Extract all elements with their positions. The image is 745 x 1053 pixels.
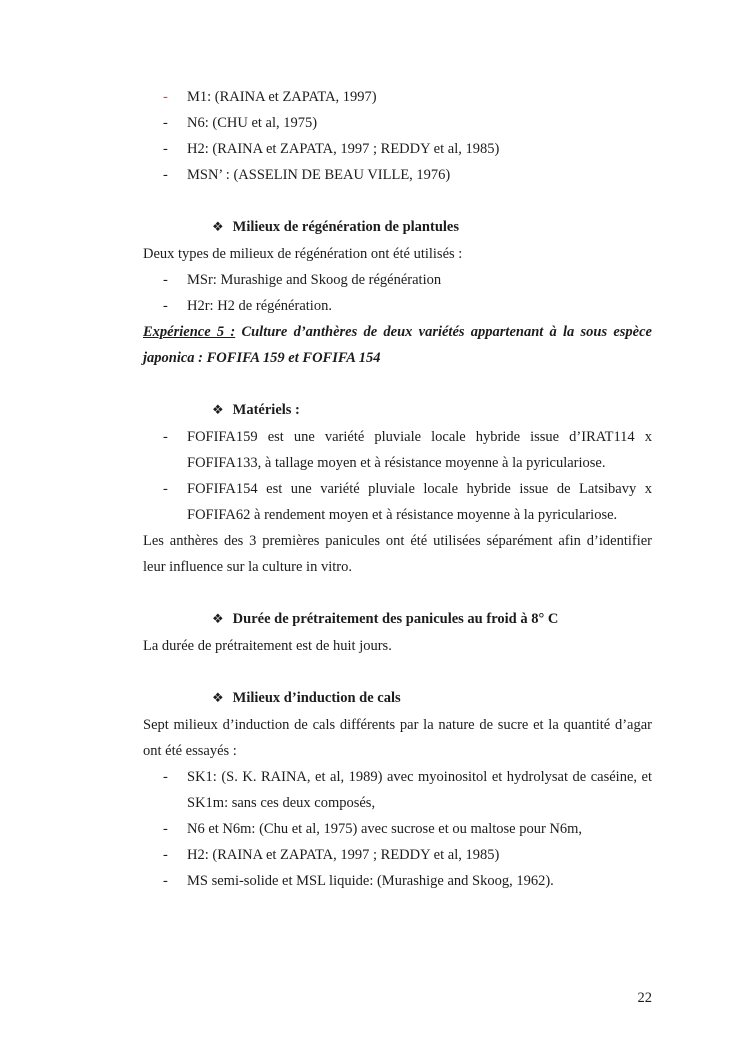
list-item: [143, 476, 652, 528]
list-item-text: H2r: H2 de régénération.: [187, 298, 332, 314]
page-number: 22: [637, 990, 652, 1006]
list-item-text: FOFIFA159 est une variété pluviale locale hybride issue d’IRAT114 x FOFIFA133, à tallage moyen et à résistance moyenne à la pyriculariose.: [187, 429, 652, 471]
list-item-text: H2: (RAINA et ZAPATA, 1997 ; REDDY et al, 1985): [187, 141, 500, 157]
diamond-bullet-icon: ❖: [212, 612, 224, 627]
experience5-heading: [143, 319, 652, 371]
experience5-label: Expérience 5 :: [143, 324, 236, 340]
dash-marker: -: [163, 272, 168, 288]
list-item-text: MSr: Murashige and Skoog de régénération: [187, 272, 442, 288]
pretraitement-body: La durée de prétraitement est de huit jours.: [143, 638, 392, 654]
media-reference-list: [143, 84, 652, 188]
induction-intro: Sept milieux d’induction de cals différents par la nature de sucre et la quantité d’agar ont été essayés :: [143, 717, 652, 759]
materiels-list: [143, 424, 652, 528]
diamond-bullet-icon: ❖: [212, 220, 224, 235]
heading-text: Milieux d’induction de cals: [232, 690, 401, 706]
section-heading-materiels: [143, 397, 652, 424]
dash-marker: -: [163, 429, 168, 445]
list-item-text: M1: (RAINA et ZAPATA, 1997): [187, 89, 377, 105]
list-item: [143, 162, 652, 188]
list-item: [143, 868, 652, 894]
section-heading-pretraitement: [143, 606, 652, 633]
list-item-text: N6: (CHU et al, 1975): [187, 115, 318, 131]
dash-marker: -: [163, 298, 168, 314]
page-content: [143, 84, 652, 894]
heading-text: Milieux de régénération de plantules: [232, 219, 459, 235]
list-item-text: SK1: (S. K. RAINA, et al, 1989) avec myoinositol et hydrolysat de caséine, et SK1m: sans ces deux composés,: [187, 769, 652, 811]
list-item: [143, 293, 652, 319]
list-item-text: MSN’ : (ASSELIN DE BEAU VILLE, 1976): [187, 167, 451, 183]
diamond-bullet-icon: ❖: [212, 403, 224, 418]
list-item: [143, 424, 652, 476]
regeneration-intro: Deux types de milieux de régénération ont été utilisés :: [143, 246, 463, 262]
dash-marker: -: [163, 115, 168, 131]
dash-marker: -: [163, 847, 168, 863]
dash-marker: -: [163, 821, 168, 837]
dash-marker: -: [163, 141, 168, 157]
experience5-title: Culture d’anthères de deux variétés appartenant à la sous espèce japonica : FOFIFA 159 et FOFIFA 154: [143, 324, 652, 366]
list-item: [143, 764, 652, 816]
heading-text: Durée de prétraitement des panicules au froid à 8° C: [232, 611, 559, 627]
list-item: [143, 110, 652, 136]
heading-text: Matériels :: [232, 402, 300, 418]
list-item: [143, 267, 652, 293]
list-item: [143, 842, 652, 868]
induction-list: [143, 764, 652, 894]
list-item-text: N6 et N6m: (Chu et al, 1975) avec sucrose et ou maltose pour N6m,: [187, 821, 583, 837]
antheres-paragraph: Les anthères des 3 premières panicules ont été utilisées séparément afin d’identifier leur influence sur la culture in vitro.: [143, 533, 652, 575]
dash-marker: -: [163, 167, 168, 183]
section-heading-induction: [143, 685, 652, 712]
list-item: [143, 136, 652, 162]
list-item-text: MS semi-solide et MSL liquide: (Murashige and Skoog, 1962).: [187, 873, 554, 889]
dash-marker: -: [163, 481, 168, 497]
list-item-text: H2: (RAINA et ZAPATA, 1997 ; REDDY et al, 1985): [187, 847, 500, 863]
diamond-bullet-icon: ❖: [212, 691, 224, 706]
list-item-text: FOFIFA154 est une variété pluviale locale hybride issue de Latsibavy x FOFIFA62 à rendement moyen et à résistance moyenne à la pyriculariose.: [187, 481, 652, 523]
section-heading-regeneration: [143, 214, 652, 241]
list-item: [143, 84, 652, 110]
dash-marker: -: [163, 873, 168, 889]
dash-marker: -: [163, 769, 168, 785]
regeneration-list: [143, 267, 652, 319]
dash-marker: -: [163, 89, 168, 105]
list-item: [143, 816, 652, 842]
